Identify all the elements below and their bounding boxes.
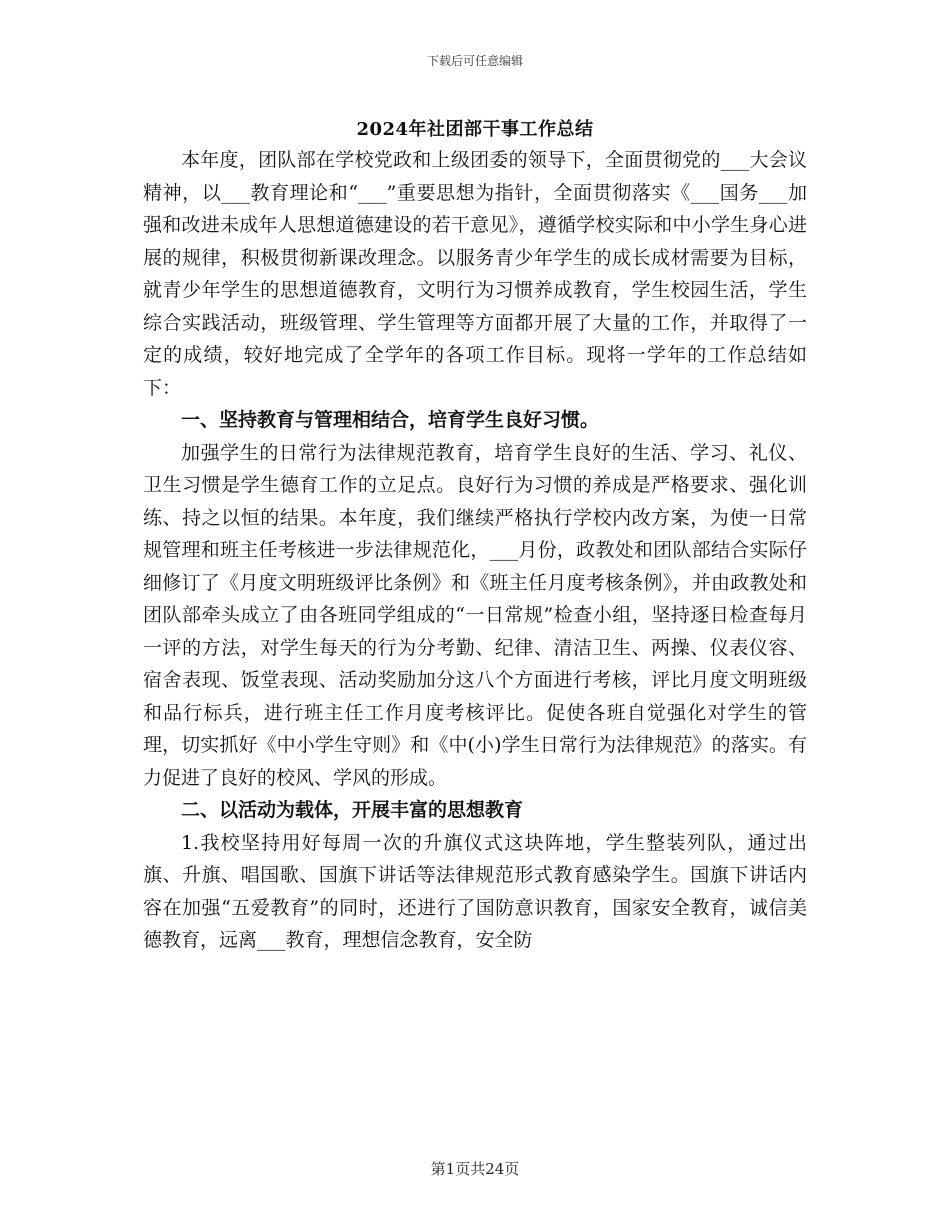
page-title: 2024年社团部干事工作总结 — [356, 119, 594, 140]
document-body — [143, 144, 807, 957]
page-number-footer: 第1页共24页 — [430, 1160, 520, 1178]
section-2-paragraph: 1.我校坚持用好每周一次的升旗仪式这块阵地，学生整装列队，通过出旗、升旗、唱国歌、国旗下讲话等法律规范形式教育感染学生。国旗下讲话内容在加强“五爱教育”的同时，还进行了国防意识教育，国家安全教育，诚信美德教育，远离___教育，理想信念教育，安全防 — [143, 831, 807, 951]
header-note: 下载后可任意编辑 — [426, 54, 523, 68]
section-heading-1: 一、坚持教育与管理相结合，培育学生良好习惯。 — [181, 409, 600, 431]
section-1-paragraph: 加强学生的日常行为法律规范教育，培育学生良好的生活、学习、礼仪、卫生习惯是学生德育工作的立足点。良好行为习惯的养成是严格要求、强化训练、持之以恒的结果。本年度，我们继续严格执行学校内改方案，为使一日常规管理和班主任考核进一步法律规范化，___月份，政教处和团队部结合实际仔细修订了《月度文明班级评比条例》和《班主任月度考核条例》，并由政教处和团队部牵头成立了由各班同学组成的“一日常规”检查小组，坚持逐日检查每月一评的方法，对学生每天的行为分考勤、纪律、清洁卫生、两操、仪表仪容、宿舍表现、饭堂表现、活动奖励加分这八个方面进行考核，评比月度文明班级和品行标兵，进行班主任工作月度考核评比。促使各班自觉强化对学生的管理，切实抓好《中小学生守则》和《中(小)学生日常行为法律规范》的落实。有力促进了良好的校风、学风的形成。 — [143, 441, 807, 789]
intro-paragraph: 本年度，团队部在学校党政和上级团委的领导下，全面贯彻党的___大会议精神，以___教育理论和“___”重要思想为指针，全面贯彻落实《___国务___加强和改进未成年人思想道德建设的若干意见》，遵循学校实际和中小学生身心进展的规律，积极贯彻新课改理念。以服务青少年学生的成长成材需要为目标，就青少年学生的思想道德教育，文明行为习惯养成教育，学生校园生活，学生综合实践活动，班级管理、学生管理等方面都开展了大量的工作，并取得了一定的成绩，较好地完成了全学年的各项工作目标。现将一学年的工作总结如下： — [143, 149, 807, 399]
section-heading-2: 二、以活动为载体，开展丰富的思想教育 — [181, 799, 524, 821]
